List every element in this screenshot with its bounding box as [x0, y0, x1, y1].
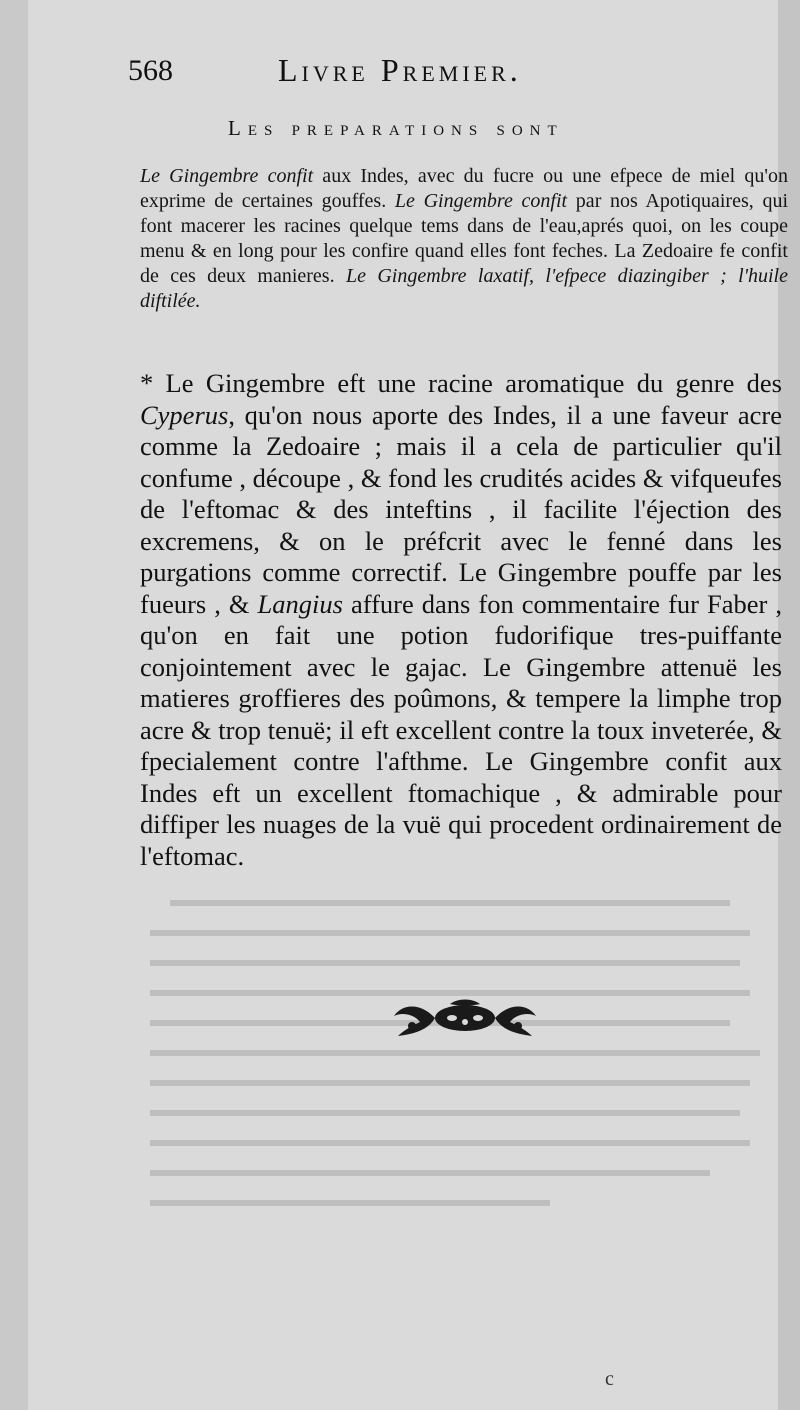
page-header — [128, 52, 648, 92]
main-text-2: , qu'on nous aporte des Indes, il a une faveur acre comme la Zedoaire ; mais il a cela de particulier qu'il confume , découpe , & fond les crudités acides & vifqueufes de l'eftomac & des inteftins , il facilite l'éjection des excremens, & on le préfcrit avec le fenné dans les purgations comme correctif. Le Gingembre pouffe par les fueurs , & — [140, 399, 782, 619]
main-text-1: * Le Gingembre eft une racine aromatique du genre des — [140, 368, 782, 398]
page-gutter-left — [0, 0, 28, 1410]
main-text-3: affure dans fon commentaire fur Faber , qu'on en fait une potion fudorifique tres-puiffante conjointement avec le gajac. Le Gingembre attenuë les matieres groffieres des poûmons, & tempere la limphe trop acre & trop tenuë; il eft excellent contre la toux inveterée, & fpecialement contre l'afthme. Le Gingembre confit aux Indes eft un excellent ftomachique , & admirable pour diffiper les nuages de la vuë qui procedent ordinairement de l'eftomac. — [140, 588, 782, 871]
main-italic-cyperus: Cyperus — [140, 399, 229, 430]
running-title: Livre Premier. — [278, 52, 522, 88]
preparation-name-1: Le Gingembre confit — [140, 165, 314, 187]
fleuron-ornament-icon — [390, 996, 540, 1040]
preparation-text-1: aux Indes, avec du fucre ou une efpece de miel qu'on exprime de certaines gouffes. — [140, 165, 788, 212]
preparation-name-2: Le Gingembre confit — [394, 190, 568, 212]
preparations-paragraph — [140, 164, 788, 314]
main-paragraph — [140, 368, 782, 872]
preparation-text-2: par nos Apotiquaires, qui font macerer les racines quelque tems dans de l'eau,aprés quoi, on les coupe menu & en long pour les confire quand elles font feches. La Zedoaire fe confit de ces deux manieres. — [140, 190, 788, 287]
main-italic-langius: Langius — [257, 588, 343, 619]
section-title: Les preparations sont — [228, 116, 564, 140]
corner-mark: c — [605, 1368, 614, 1390]
preparation-name-3: Le Gingembre laxatif, l'efpece diazingiber ; l'huile diftilée. — [140, 265, 788, 312]
page-number: 568 — [128, 54, 173, 87]
